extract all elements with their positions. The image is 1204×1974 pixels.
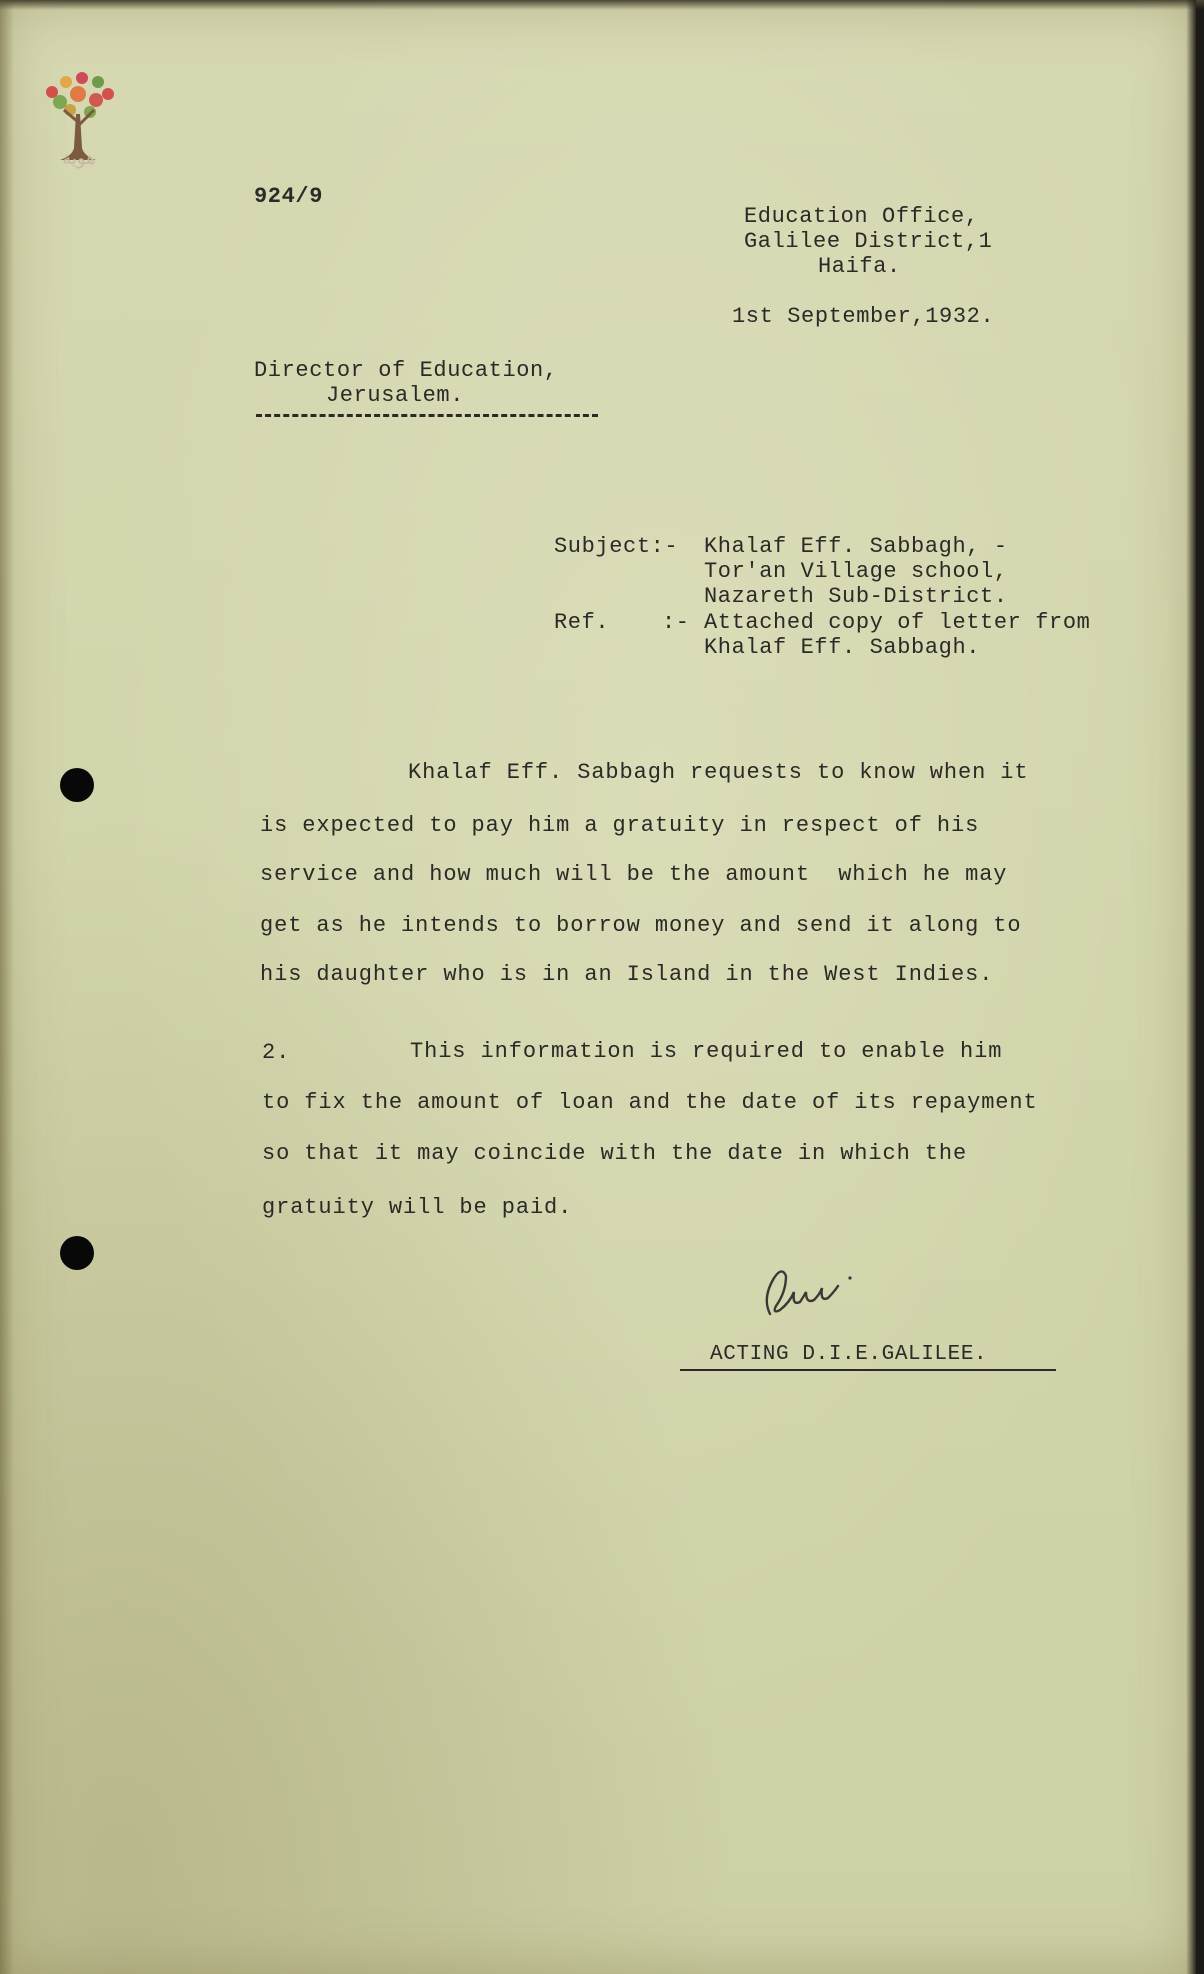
paragraph-1-line-3: service and how much will be the amount which he may xyxy=(260,862,1008,887)
family-tree-icon xyxy=(38,50,118,190)
sender-line-1: Education Office, xyxy=(744,204,979,229)
paragraph-2-line-2: to fix the amount of loan and the date of its repayment xyxy=(262,1090,1038,1115)
paragraph-1-line-5: his daughter who is in an Island in the West Indies. xyxy=(260,962,994,987)
logo-caption: هوية xyxy=(62,148,96,169)
recipient-line-2: Jerusalem. xyxy=(326,383,465,408)
paragraph-1-line-2: is expected to pay him a gratuity in respect of his xyxy=(260,813,980,838)
ref-separator: :- xyxy=(662,610,690,635)
ref-line-1: Attached copy of letter from xyxy=(704,610,1091,635)
paragraph-2-line-3: so that it may coincide with the date in which the xyxy=(262,1141,968,1166)
paragraph-1-line-1: Khalaf Eff. Sabbagh requests to know when it xyxy=(408,760,1029,785)
page-top-edge xyxy=(0,0,1204,10)
punch-hole-upper xyxy=(60,768,94,802)
signature-initials xyxy=(756,1258,856,1322)
paragraph-2-line-4: gratuity will be paid. xyxy=(262,1195,573,1220)
subject-line-1: Khalaf Eff. Sabbagh, - xyxy=(704,534,1008,559)
subject-label: Subject:- xyxy=(554,534,679,559)
ref-line-2: Khalaf Eff. Sabbagh. xyxy=(704,635,981,660)
letter-date: 1st September,1932. xyxy=(732,304,995,329)
subject-line-3: Nazareth Sub-District. xyxy=(704,584,1008,609)
punch-hole-lower xyxy=(60,1236,94,1270)
paragraph-1-line-4: get as he intends to borrow money and send it along to xyxy=(260,913,1022,938)
ref-label: Ref. xyxy=(554,610,610,635)
page-right-edge xyxy=(1186,0,1196,1974)
recipient-line-1: Director of Education, xyxy=(254,358,558,383)
page-left-edge xyxy=(0,0,14,1974)
paragraph-2-line-1: This information is required to enable him xyxy=(410,1039,1003,1064)
sender-line-3: Haifa. xyxy=(818,254,901,279)
sender-line-2: Galilee District,1 xyxy=(744,229,993,254)
signature-title: ACTING D.I.E.GALILEE. xyxy=(710,1343,988,1366)
subject-line-2: Tor'an Village school, xyxy=(704,559,1008,584)
signature-rule xyxy=(680,1369,1056,1371)
recipient-underline xyxy=(256,414,598,417)
paragraph-2-number: 2. xyxy=(262,1040,291,1065)
file-reference: 924/9 xyxy=(254,184,324,209)
